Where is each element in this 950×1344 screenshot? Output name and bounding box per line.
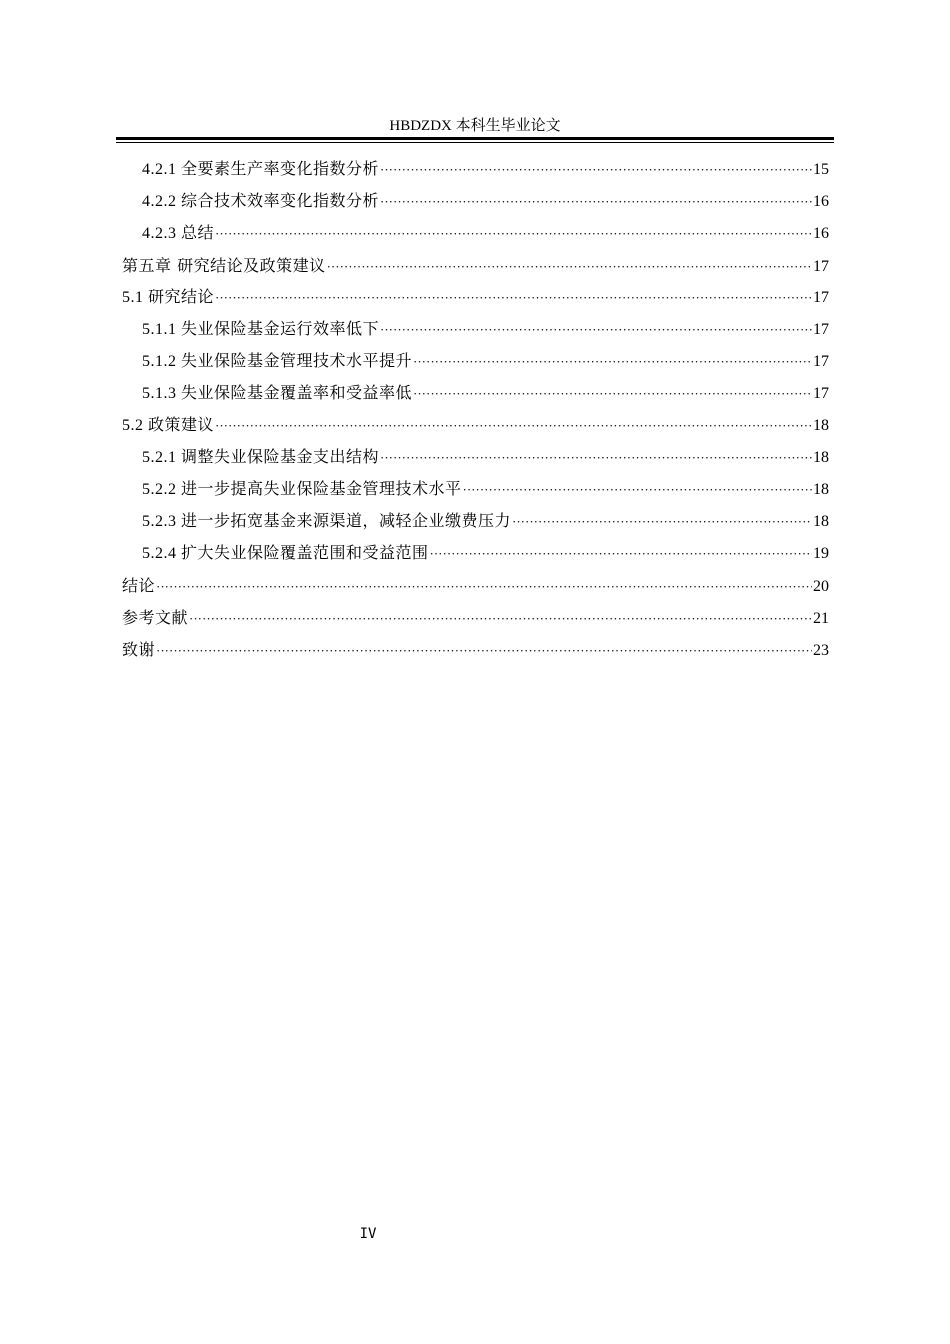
toc-entry[interactable] bbox=[122, 634, 829, 666]
toc-dot-leader bbox=[413, 346, 812, 378]
toc-entry[interactable] bbox=[122, 186, 829, 218]
toc-entry-page-number: 17 bbox=[813, 353, 829, 370]
toc-entry-page-number: 18 bbox=[813, 481, 829, 498]
toc-dot-leader bbox=[189, 603, 812, 634]
toc-entry-page-number: 17 bbox=[813, 289, 829, 306]
toc-entry-title: 结论 bbox=[122, 576, 156, 595]
toc-dot-leader bbox=[327, 251, 812, 282]
toc-entry[interactable] bbox=[122, 506, 829, 538]
toc-entry-title: 5.2.4 扩大失业保险覆盖范围和受益范围 bbox=[142, 545, 429, 562]
toc-entry-title: 致谢 bbox=[122, 640, 156, 659]
toc-entry[interactable] bbox=[122, 346, 829, 378]
table-of-contents bbox=[122, 154, 829, 666]
toc-entry-page-number: 15 bbox=[813, 161, 829, 178]
toc-entry-title: 4.2.2 综合技术效率变化指数分析 bbox=[142, 193, 380, 210]
toc-dot-leader bbox=[512, 506, 812, 538]
toc-entry-page-number: 18 bbox=[813, 513, 829, 530]
toc-entry[interactable] bbox=[122, 602, 829, 634]
toc-entry-title: 4.2.1 全要素生产率变化指数分析 bbox=[142, 161, 380, 178]
toc-entry[interactable] bbox=[122, 410, 829, 442]
toc-dot-leader bbox=[380, 186, 812, 218]
toc-entry-title: 5.2.1 调整失业保险基金支出结构 bbox=[142, 449, 380, 466]
toc-entry-title: 第五章 研究结论及政策建议 bbox=[122, 256, 326, 275]
toc-entry-title: 5.2 政策建议 bbox=[122, 417, 215, 434]
toc-entry[interactable] bbox=[122, 538, 829, 570]
toc-dot-leader bbox=[380, 442, 812, 474]
toc-entry-page-number: 17 bbox=[813, 385, 829, 402]
toc-entry-page-number: 18 bbox=[813, 449, 829, 466]
toc-entry[interactable] bbox=[122, 282, 829, 314]
toc-dot-leader bbox=[413, 378, 812, 410]
toc-entry-title: 5.1.3 失业保险基金覆盖率和受益率低 bbox=[142, 385, 413, 402]
toc-dot-leader bbox=[463, 474, 812, 506]
toc-entry[interactable] bbox=[122, 250, 829, 282]
toc-dot-leader bbox=[215, 218, 812, 250]
toc-dot-leader bbox=[156, 571, 812, 602]
toc-entry-page-number: 23 bbox=[813, 642, 829, 659]
toc-entry-page-number: 20 bbox=[813, 578, 829, 595]
page-header-title: HBDZDX 本科生毕业论文 bbox=[389, 118, 561, 134]
toc-entry-title: 5.1.1 失业保险基金运行效率低下 bbox=[142, 321, 380, 338]
toc-entry[interactable] bbox=[122, 154, 829, 186]
toc-entry[interactable] bbox=[122, 442, 829, 474]
toc-entry[interactable] bbox=[122, 570, 829, 602]
toc-entry[interactable] bbox=[122, 218, 829, 250]
toc-entry-title: 5.2.2 进一步提高失业保险基金管理技术水平 bbox=[142, 481, 462, 498]
toc-entry-page-number: 16 bbox=[813, 193, 829, 210]
toc-entry-title: 5.1.2 失业保险基金管理技术水平提升 bbox=[142, 353, 413, 370]
toc-entry[interactable] bbox=[122, 314, 829, 346]
toc-entry-title: 4.2.3 总结 bbox=[142, 225, 215, 242]
toc-entry-page-number: 16 bbox=[813, 225, 829, 242]
header-rule-thick bbox=[116, 137, 834, 140]
toc-dot-leader bbox=[215, 410, 812, 442]
toc-entry-title: 参考文献 bbox=[122, 608, 189, 627]
header-rule-thin bbox=[116, 142, 834, 143]
toc-entry-page-number: 17 bbox=[813, 321, 829, 338]
toc-entry[interactable] bbox=[122, 474, 829, 506]
toc-entry-title: 5.1 研究结论 bbox=[122, 289, 215, 306]
toc-dot-leader bbox=[215, 282, 812, 314]
toc-dot-leader bbox=[430, 538, 812, 570]
toc-entry-page-number: 17 bbox=[813, 258, 829, 275]
toc-entry-title: 5.2.3 进一步拓宽基金来源渠道，减轻企业缴费压力 bbox=[142, 513, 512, 530]
page-number: IV bbox=[359, 1226, 377, 1242]
toc-entry-page-number: 18 bbox=[813, 417, 829, 434]
toc-dot-leader bbox=[380, 154, 812, 186]
toc-dot-leader bbox=[380, 314, 812, 346]
toc-entry[interactable] bbox=[122, 378, 829, 410]
toc-dot-leader bbox=[156, 635, 812, 666]
toc-entry-page-number: 19 bbox=[813, 545, 829, 562]
toc-entry-page-number: 21 bbox=[813, 610, 829, 627]
